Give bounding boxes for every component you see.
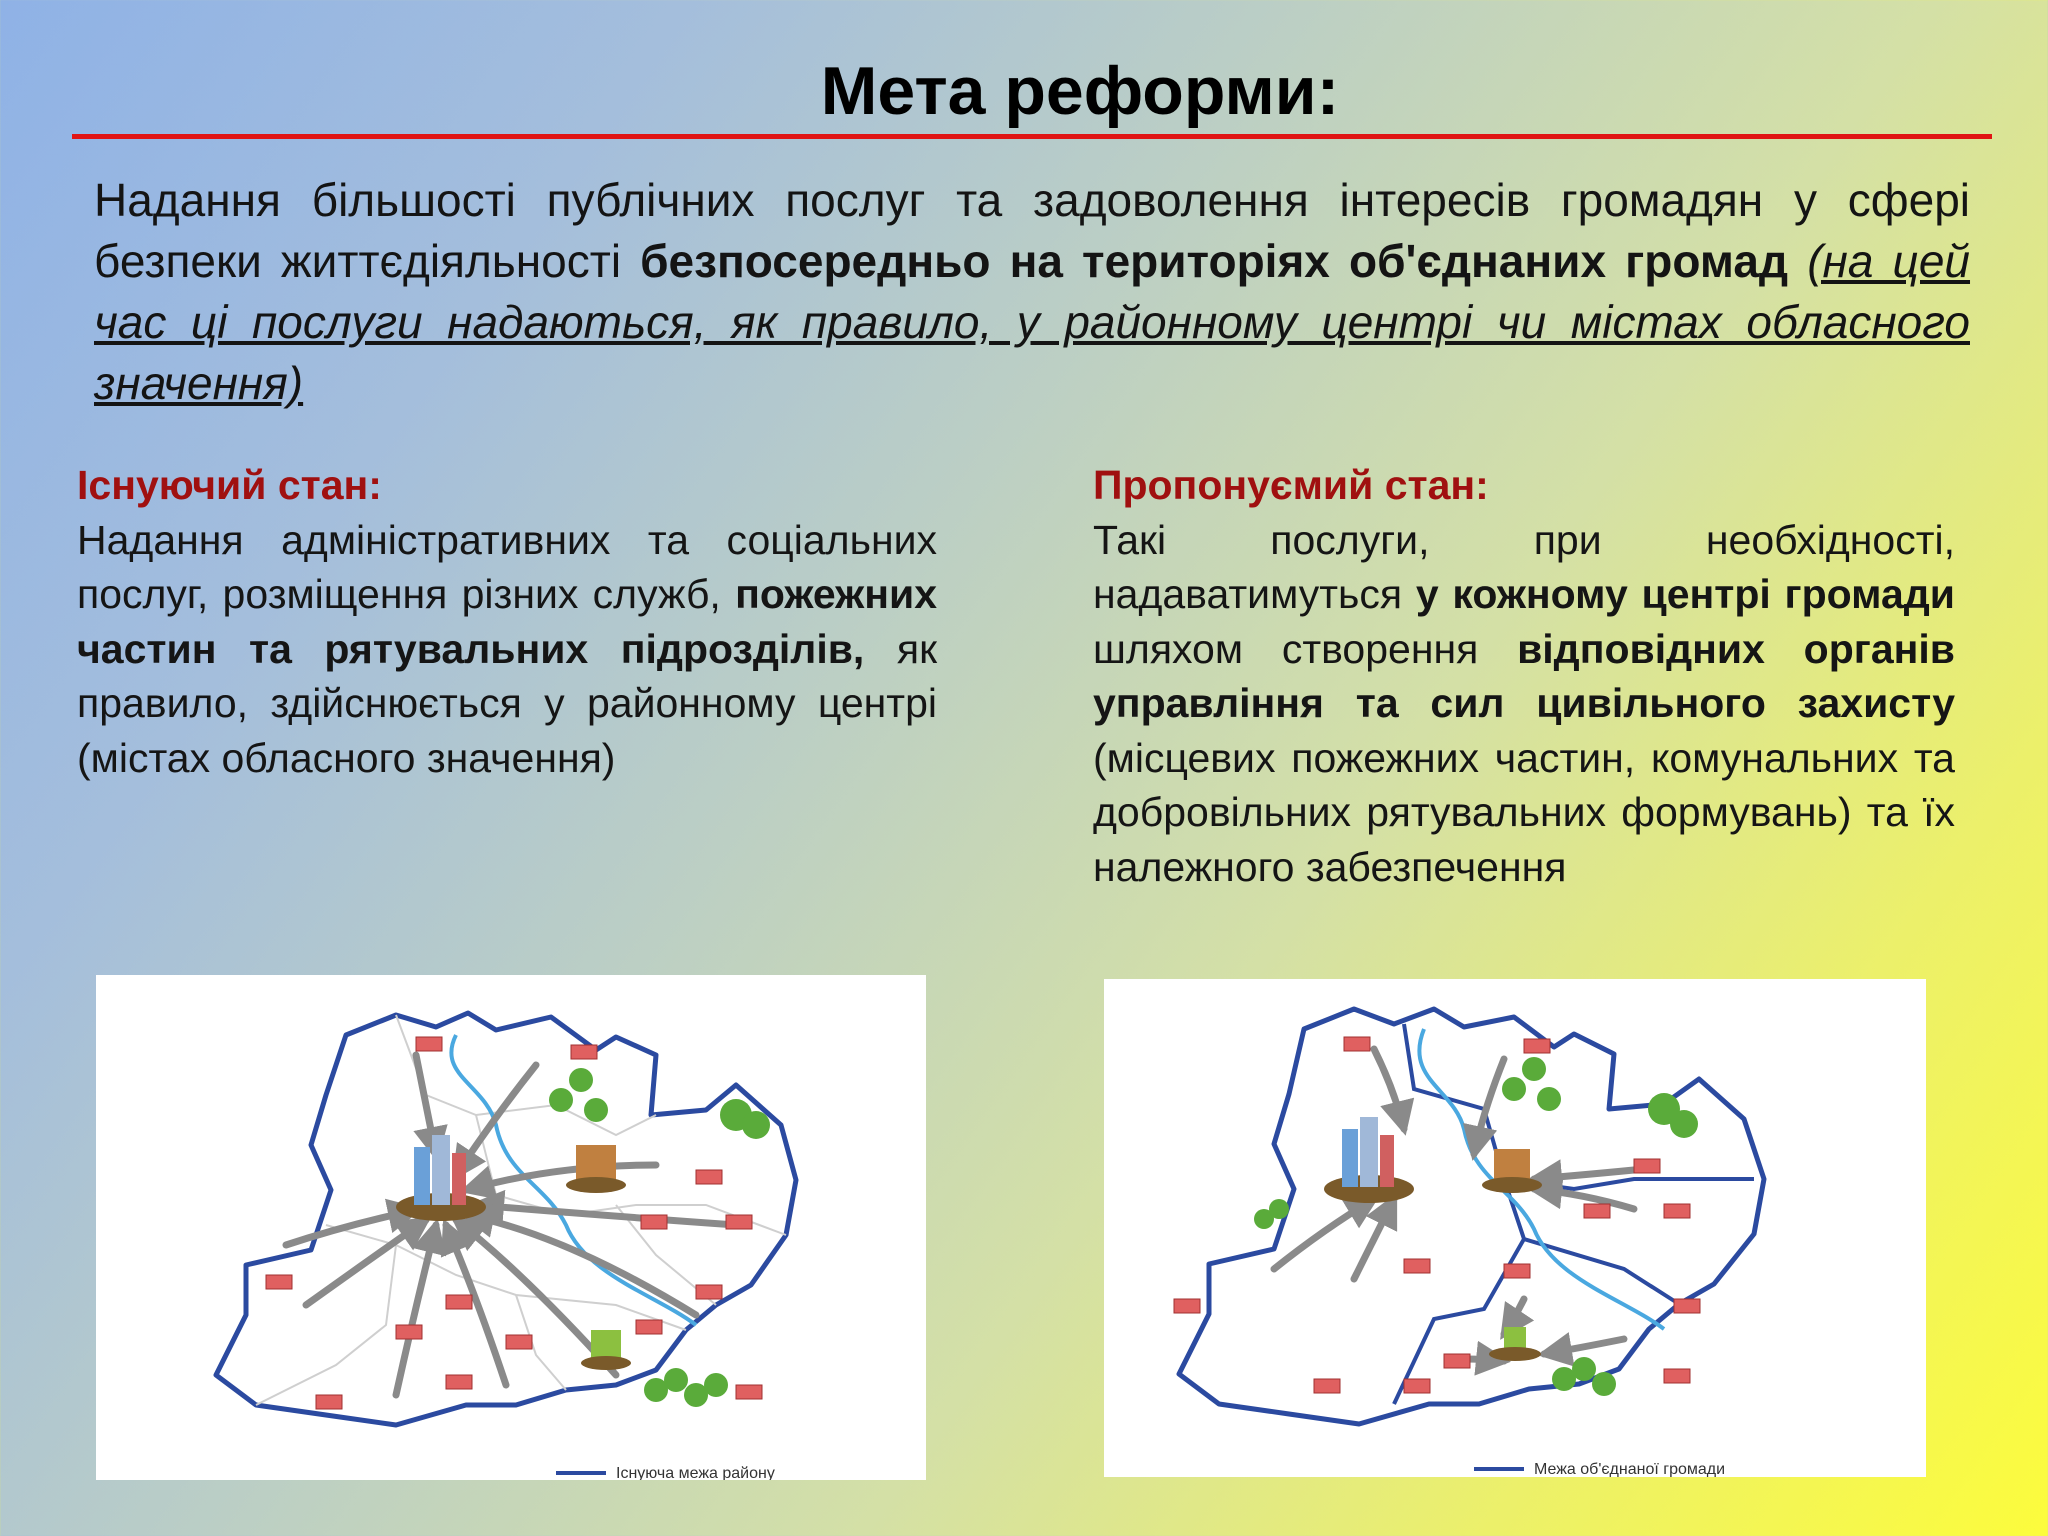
existing-bold: пожежних частин та рятувальних підрозділів,	[77, 571, 937, 672]
intro-paragraph	[94, 170, 1970, 414]
proposed-heading: Пропонуємий стан:	[1093, 462, 1489, 508]
title-underline	[72, 134, 1992, 139]
community-map-illustration	[1104, 979, 1926, 1477]
proposed-bold-2: відповідних органів управління та сил цивільного захисту	[1093, 625, 1955, 726]
existing-text-2: як правило, здійснюється у районному центрі (містах обласного значення)	[77, 625, 938, 781]
left-map-legend: Існуюча межа району	[616, 1465, 775, 1480]
page-title: Мета реформи:	[820, 53, 1340, 129]
settlement	[576, 1145, 616, 1181]
existing-heading: Існуючий стан:	[77, 462, 382, 508]
intro-note: (на цей час ці послуги надаються, як правило, у районному центрі чи містах обласного значення)	[94, 235, 1971, 409]
existing-text-1: Надання адміністративних та соціальних послуг, розміщення різних служб,	[77, 516, 937, 617]
secondary-center	[1494, 1149, 1530, 1181]
existing-state	[77, 458, 937, 785]
proposed-text-3: (місцевих пожежних частин, комунальних та добровільних рятувальних формувань) та їх належного забезпечення	[1093, 734, 1955, 890]
existing-map-illustration	[96, 975, 926, 1480]
district-border	[216, 1013, 796, 1425]
proposed-state	[1093, 458, 1955, 894]
united-community-map	[1104, 979, 1926, 1477]
intro-text: Надання більшості публічних послуг та задоволення інтересів громадян у сфері безпеки життєдіяльності	[94, 174, 1970, 287]
right-map-legend: Межа об'єднаної громади	[1534, 1461, 1726, 1477]
proposed-text-1: Такі послуги, при необхідності, надаватимуться	[1093, 516, 1955, 617]
proposed-text-2: шляхом створення	[1093, 625, 1518, 672]
proposed-bold-1: у кожному центрі громади	[1415, 571, 1955, 617]
intro-bold: безпосередньо на територіях об'єднаних громад	[640, 235, 1789, 287]
existing-district-map	[96, 975, 926, 1480]
